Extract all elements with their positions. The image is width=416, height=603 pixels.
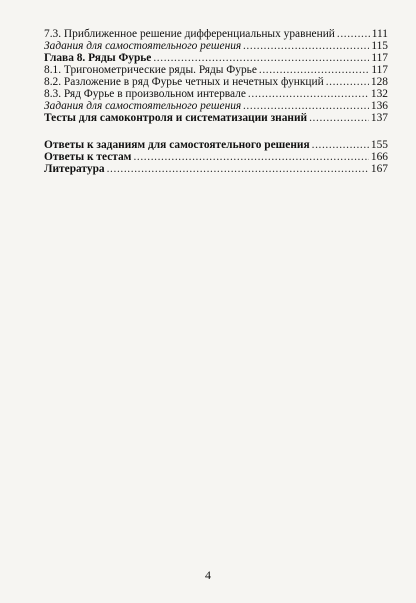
toc-leader-dots (107, 163, 369, 175)
toc-leader-dots (326, 76, 369, 88)
toc-leader-dots (243, 100, 369, 112)
toc-entry-title: 7.3. Приближенное решение дифференциальных уравнений (44, 28, 335, 40)
toc-entry-title: 8.1. Тригонометрические ряды. Ряды Фурье (44, 64, 257, 76)
toc-entry-page: 117 (371, 52, 388, 64)
toc-entry-title: Тесты для самоконтроля и систематизации знаний (44, 112, 308, 124)
page-number: 4 (205, 568, 211, 582)
toc-leader-dots (243, 40, 369, 52)
toc-entry-page: 166 (370, 151, 388, 163)
toc-entry-page: 167 (370, 163, 388, 175)
toc-entry (44, 88, 388, 100)
toc-leader-dots (259, 64, 369, 76)
table-of-contents (44, 28, 388, 175)
toc-entry (44, 28, 388, 40)
toc-leader-dots (337, 28, 370, 40)
toc-entry-page: 137 (370, 112, 388, 124)
toc-entry (44, 76, 388, 88)
spacer (44, 124, 388, 139)
toc-leader-dots (133, 151, 368, 163)
toc-section-heading (44, 139, 388, 151)
toc-leader-dots (309, 112, 369, 124)
toc-entry-page: 155 (370, 139, 388, 151)
toc-entry-page: 136 (370, 100, 388, 112)
toc-entry-page: 115 (371, 40, 388, 52)
toc-entry-title: 8.2. Разложение в ряд Фурье четных и нечетных функций (44, 76, 324, 88)
toc-entry-page: 128 (370, 76, 388, 88)
toc-section-heading (44, 163, 388, 175)
toc-entry-title: 8.3. Ряд Фурье в произвольном интервале (44, 88, 246, 100)
toc-chapter-heading (44, 52, 388, 64)
toc-entry (44, 40, 388, 52)
toc-entry-title: Глава 8. Ряды Фурье (44, 52, 152, 64)
toc-leader-dots (312, 139, 369, 151)
toc-entry-title: Задания для самостоятельного решения (44, 100, 242, 112)
toc-entry-title: Задания для самостоятельного решения (44, 40, 242, 52)
toc-section-heading (44, 151, 388, 163)
toc-entry-page: 132 (370, 88, 388, 100)
toc-leader-dots (153, 52, 369, 64)
toc-entry (44, 64, 388, 76)
toc-entry-page: 111 (371, 28, 388, 40)
toc-entry-title: Ответы к тестам (44, 151, 132, 163)
toc-entry (44, 100, 388, 112)
toc-entry-title: Литература (44, 163, 105, 175)
toc-leader-dots (248, 88, 369, 100)
toc-entry-page: 117 (371, 64, 388, 76)
toc-entry-title: Ответы к заданиям для самостоятельного решения (44, 139, 310, 151)
toc-section-heading (44, 112, 388, 124)
